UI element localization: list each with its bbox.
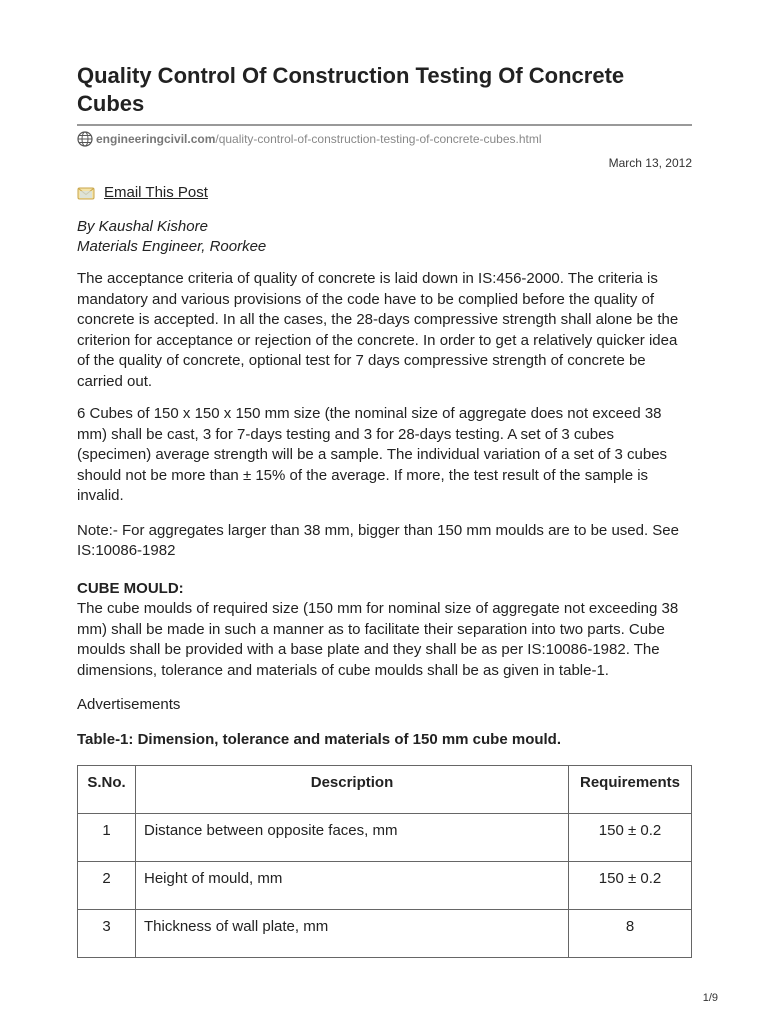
table-cell: 2 xyxy=(78,861,136,909)
table-cell: Height of mould, mm xyxy=(136,861,569,909)
table-caption: Table-1: Dimension, tolerance and materials of 150 mm cube mould. xyxy=(77,730,562,748)
email-post-link[interactable]: Email This Post xyxy=(104,184,208,201)
envelope-icon xyxy=(77,185,95,201)
source-domain[interactable]: engineeringcivil.com xyxy=(96,132,216,146)
column-header: Description xyxy=(136,765,569,813)
cube-mould-section xyxy=(77,579,692,682)
paragraph: The cube moulds of required size (150 mm for nominal size of aggregate not exceeding 38 mm) shall be made in such a manner as to facilitate their separation into two parts. Cube moulds shall be provided with a base plate and they shall be as per IS:10086-1982. The dimensions, tolerance and materials of cube moulds shall be as given in table-1. xyxy=(77,600,679,679)
table-cell: 3 xyxy=(78,909,136,957)
page-title: Quality Control Of Construction Testing Of Concrete Cubes xyxy=(77,62,692,126)
globe-icon xyxy=(77,131,93,147)
advertisements-label: Advertisements xyxy=(77,696,181,713)
table-row xyxy=(78,861,692,909)
column-header: S.No. xyxy=(78,765,136,813)
post-date: March 13, 2012 xyxy=(608,156,692,170)
page-number: 1/9 xyxy=(702,992,718,1004)
source-path[interactable]: /quality-control-of-construction-testing-of-concrete-cubes.html xyxy=(215,132,542,146)
paragraph: Note:- For aggregates larger than 38 mm, bigger than 150 mm moulds are to be used. See IS:10086-1982 xyxy=(77,521,679,559)
table-cell: 8 xyxy=(569,909,692,957)
author: By Kaushal Kishore xyxy=(77,218,208,235)
table-header-row xyxy=(78,765,692,813)
table-cell: Distance between opposite faces, mm xyxy=(136,813,569,861)
table-row xyxy=(78,909,692,957)
table-cell: Thickness of wall plate, mm xyxy=(136,909,569,957)
data-table xyxy=(77,765,692,958)
source-url[interactable] xyxy=(77,130,692,148)
section-heading: CUBE MOULD: xyxy=(77,579,184,597)
paragraph: The acceptance criteria of quality of concrete is laid down in IS:456-2000. The criteria is mandatory and various provisions of the code have to be complied before the quality of concrete is accepted. In all the cases, the 28-days compressive strength shall alone be the criterion for acceptance or rejection of the concrete. In order to get a relatively quicker idea of the quality of concrete, optional test for 7 days compressive strength of concrete be carried out. xyxy=(77,270,679,390)
author-role: Materials Engineer, Roorkee xyxy=(77,238,267,255)
article xyxy=(77,62,692,958)
byline xyxy=(77,217,692,257)
table-row xyxy=(78,813,692,861)
column-header: Requirements xyxy=(569,765,692,813)
table-cell: 150 ± 0.2 xyxy=(569,861,692,909)
email-post[interactable] xyxy=(77,184,692,201)
paragraph: 6 Cubes of 150 x 150 x 150 mm size (the nominal size of aggregate does not exceed 38 mm) shall be cast, 3 for 7-days testing and 3 for 28-days testing. A set of 3 cubes (specimen) average strength will be a sample. The individual variation of a set of 3 cubes should not be more than ± 15% of the average. If more, the test result of the sample is invalid. xyxy=(77,405,668,504)
table-cell: 150 ± 0.2 xyxy=(569,813,692,861)
table-cell: 1 xyxy=(78,813,136,861)
